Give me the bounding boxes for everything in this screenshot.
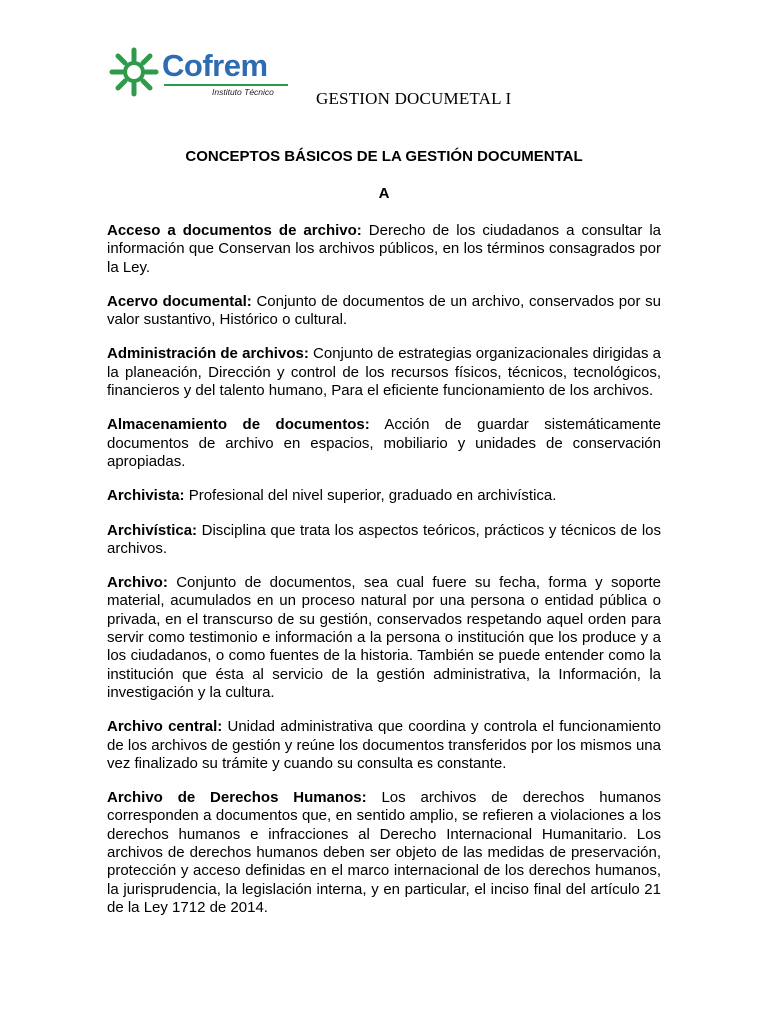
entry-term: Archivista: bbox=[107, 487, 185, 505]
entry-definition: Los archivos de derechos humanos corresponden a documentos que, en sentido amplio, se refieren a violaciones a los derechos humanos e infracciones al Derecho Internacional Humanitario. Los archivos de derechos humanos deben ser objeto de las medidas de preservación, protección y acceso definidas en el marco internacional de los derechos humanos, la jurisprudencia, la legislación interna, y en particular, el inciso final del artículo 21 de la Ley 1712 de 2014. bbox=[107, 789, 661, 916]
section-letter: A bbox=[378, 185, 390, 202]
entry-term: Acervo documental: bbox=[107, 292, 252, 310]
entry-definition: Disciplina que trata los aspectos teóricos, prácticos y técnicos de los archivos. bbox=[107, 521, 661, 557]
entry-definition: Unidad administrativa que coordina y controla el funcionamiento de los archivos de gestión y reúne los documentos transferidos por los mismos una vez finalizado su trámite y cuando su consulta es constante. bbox=[107, 718, 661, 772]
entry-term: Almacenamiento de documentos: bbox=[107, 416, 370, 434]
cofrem-star-logo-icon bbox=[108, 46, 160, 98]
logo-subtitle: Instituto Técnico bbox=[212, 87, 274, 97]
entry-term: Archivo: bbox=[107, 574, 168, 592]
entry-term: Acceso a documentos de archivo: bbox=[107, 222, 362, 239]
entry-term: Archivo central: bbox=[107, 718, 223, 736]
glossary-entry bbox=[107, 574, 661, 702]
entry-definition: Profesional del nivel superior, graduado en archivística. bbox=[184, 487, 557, 505]
glossary-entry bbox=[107, 222, 661, 277]
cofrem-logo bbox=[108, 46, 298, 102]
entry-definition: Acción de guardar sistemáticamente documentos de archivo en espacios, mobiliario y unidades de conservación apropiadas. bbox=[107, 416, 662, 470]
entry-term: Archivística: bbox=[107, 521, 198, 539]
document-title: CONCEPTOS BÁSICOS DE LA GESTIÓN DOCUMENTAL bbox=[185, 148, 583, 165]
entry-definition: Conjunto de documentos de un archivo, conservados por su valor sustantivo, Histórico o cultural. bbox=[107, 292, 662, 329]
entry-term: Administración de archivos: bbox=[107, 345, 309, 363]
entry-definition: Conjunto de documentos, sea cual fuere su fecha, forma y soporte material, acumulados en un proceso natural por una persona o entidad pública o privada, en el transcurso de su gestión, conservados respetando aquel orden para servir como testimonio e información a la persona o institución que los produce y a los ciudadanos, o como fuentes de la historia. También se puede entender como la institución que ésta al servicio de la gestión administrativa, la Información, la investigación y la cultura. bbox=[107, 574, 661, 701]
glossary-body bbox=[107, 222, 661, 933]
glossary-entry bbox=[107, 789, 661, 917]
document-header: GESTION DOCUMETAL I bbox=[316, 89, 512, 108]
entry-definition: Derecho de los ciudadanos a consultar la información que Conservan los archivos públicos, en los términos consagrados por la Ley. bbox=[107, 222, 662, 276]
glossary-entry bbox=[107, 345, 661, 400]
glossary-entry bbox=[107, 522, 661, 559]
glossary-entry bbox=[107, 487, 661, 505]
entry-term: Archivo de Derechos Humanos: bbox=[107, 789, 367, 807]
glossary-entry bbox=[107, 293, 661, 330]
logo-name: Cofrem bbox=[162, 48, 268, 83]
glossary-entry bbox=[107, 718, 661, 773]
glossary-entry bbox=[107, 416, 661, 471]
entry-definition: Conjunto de estrategias organizacionales dirigidas a la planeación, Dirección y control de los recursos físicos, técnicos, tecnológicos, financieros y del talento humano, Para el eficiente funcionamiento de los archivos. bbox=[107, 345, 662, 400]
logo-underline bbox=[164, 84, 288, 86]
